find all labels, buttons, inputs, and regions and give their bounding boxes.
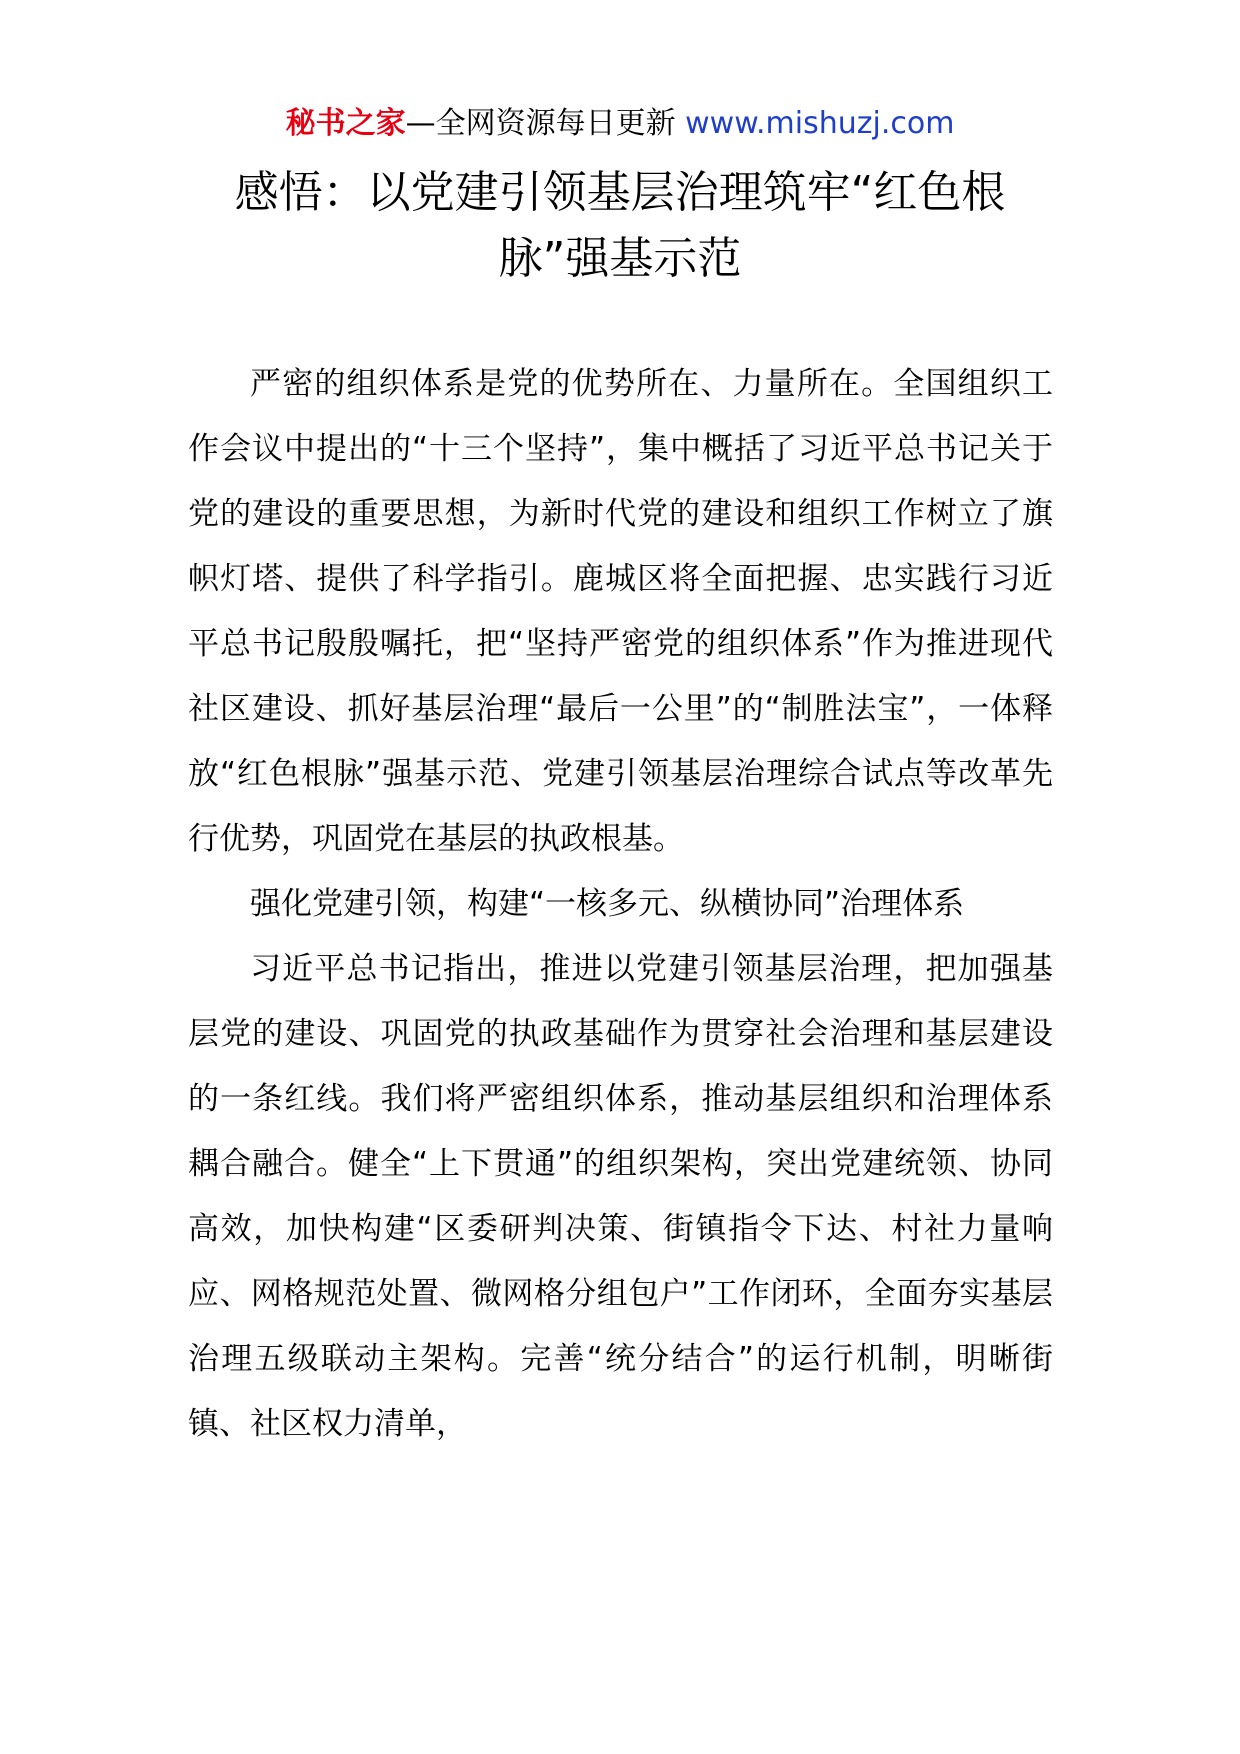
section-heading: 强化党建引领，构建“一核多元、纵横协同”治理体系 — [250, 886, 965, 922]
paragraph-intro: 严密的组织体系是党的优势所在、力量所在。全国组织工作会议中提出的“十三个坚持”，集中概括了习近平总书记关于党的建设的重要思想，为新时代党的建设和组织工作树立了旗帜灯塔、提供了科学指引。鹿城区将全面把握、忠实践行习近平总书记殷殷嘱托，把“坚持严密党的组织体系”作为推进现代社区建设、抓好基层治理“最后一公里”的“制胜法宝”，一体释放“红色根脉”强基示范、党建引领基层治理综合试点等改革先行优势，巩固党在基层的执政根基。 — [188, 366, 1053, 857]
document-title: 感悟：以党建引领基层治理筑牢“红色根脉”强基示范 — [234, 167, 1006, 284]
document-body — [188, 352, 1053, 1457]
site-brand: 秘书之家 — [285, 106, 406, 141]
site-tagline: —全网资源每日更新 — [405, 106, 676, 141]
paragraph-body: 习近平总书记指出，推进以党建引领基层治理，把加强基层党的建设、巩固党的执政基础作为贯穿社会治理和基层建设的一条红线。我们将严密组织体系，推动基层组织和治理体系耦合融合。健全“上下贯通”的组织架构，突出党建统领、协同高效，加快构建“区委研判决策、街镇指令下达、村社力量响应、网格规范处置、微网格分组包户”工作闭环，全面夯实基层治理五级联动主架构。完善“统分结合”的运行机制，明晰街镇、社区权力清单， — [188, 951, 1053, 1442]
site-header — [0, 98, 1240, 150]
site-url-link[interactable]: www.mishuzj.com — [685, 106, 955, 141]
